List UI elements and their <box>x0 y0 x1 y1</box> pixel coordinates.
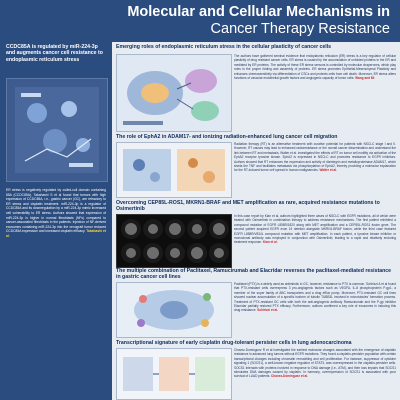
title-line-2: Cancer Therapy Resistance <box>210 21 390 37</box>
section-author: Wang and Mi <box>355 76 375 81</box>
ct-scan-thumbnail <box>165 243 185 263</box>
main-content <box>112 42 400 400</box>
section-title: The multiple combination of Paclitaxel, Ramucirumab and Elacridar reverses the paclitaxel-mediated resistance in gastric cancer cell lines <box>116 268 392 281</box>
cisplatin-diagram <box>117 349 231 399</box>
section-body: In this case report by Kian et al, authors highlighted three cases of NSCLC with EGFR mutations, all of which were treated with Osimertinib in combination therapy to address resistance mechanisms. The first patient exhibited a compound mutation of EGFR L858R/1820 along with MET amplification and a CEP85L-ROS1 fusion gene. The second patient acquired EGFR exon 19 deletion alongside MKRN1-BRAF fusion, while the third case featured EGFR L858R/V834L compound mutation with MET amplification. In each patient, a tyrosine kinase inhibitor or monoclonal antibody was employed in conjunction with Osimertinib, leading to a rapid and relatively enduring treatment response. <box>234 214 396 245</box>
left-figure <box>6 78 108 182</box>
section-title: Emerging roles of endoplasmic reticulum stress in the cellular plasticity of cancer cells <box>116 44 332 50</box>
section-paclitaxel <box>114 268 398 338</box>
section-body: Chavez-Dominguez R et al investigated the earliest molecular changes associated with the emergence of cisplatin resistance in advanced lung tumors without EGFR mutations. They found a cisplatin-persister population with certain transcriptional changes including chromatin remodeling and cell proliferation. For instance, suppressor of cytokine signaling 1 (SOCS1), a well-known negative regulator of STAT3, was overexpressed in the cisplatin-persister cells. SOCS1 interacts with proteins involved in response to DNA damage (i.e., ATM), and their loss impairs that SOCS1 stimulates DNA damages caused by cisplatin. In harmony, overexpression of SOCS1 is associated with poor survival of LUAD patients. <box>234 348 396 379</box>
ct-scan-thumbnail <box>187 243 207 263</box>
ct-scan-thumbnail <box>121 219 141 239</box>
section-title: Transcriptional signature of early cisplatin drug-tolerant persister cells in lung adenocarcinoma <box>116 340 352 346</box>
section-figure <box>116 214 232 268</box>
section-body: Paclitaxel (PTX) is a widely used as antimitotic in GC, however, resistance to PTX is common. Schirizzi A et al found that PTX-resistant cells overexpress 3 pro-angiogenic factors such as VEGFA, IL-8 phosphoprotein P-gp1, a member of the super family of ABC transporters and a drug efflux pump. Moreover, PTX-resistant GC cell lines showed nuclear accumulation of a specific isoform of tubulin TUBB3L involved in microtubules' formation process. Treatment of PTX-resistant GC cells with both the anti-angiogenic antibody Ramucirumab and the P-gp inhibitor Elacridar partially restored PTX efficacy. Furthermore, authors confirmed a key role of exosomes in inducing this drug resistance. <box>234 282 396 313</box>
section-osimertinib <box>114 200 398 266</box>
section-text <box>234 348 396 379</box>
section-er-stress <box>114 44 398 132</box>
section-body: The authors have gathered seminal evidence that endoplasmic reticulum (ER) stress is a key regulator of cellular plasticity of drug resistant cancer cells. ER stress is caused by the accumulation of unfolded proteins in the ER and mediated by ER proteins. The activity of these ER stress sensors is controlled by molecular chaperones, which play roles in the proper folding and assembly of proteins. ER stress promotes Epithelial-Mesenchymal Plasticity and enhances chemosensitivity via differentiation of CSCs and protects cells from cell death. Moreover, ER stress alters functions of vascular endothelial growth factors and angiogenic capacity of tumor cells. <box>234 54 396 81</box>
ct-scan-thumbnail <box>143 243 163 263</box>
left-heading: CCDC85A is regulated by miR-224-3p and augments cancer cell resistance to endoplasmic reticulum stress <box>6 44 103 63</box>
left-column <box>0 42 112 400</box>
er-stress-diagram <box>117 55 231 131</box>
left-author: Takahashi et al. <box>6 229 106 238</box>
ct-scan-thumbnail <box>209 219 229 239</box>
section-body: Radiation therapy (RT) is an alternative treatment with curative potential for patients with NSCLC stage I and II. However, RT causes may lead to enhanced radioresistance or the overall cancer dissemination and understand the link between RT and metastasis, Walter et al. investigated the effects of RT on tumor cell motility via activation of the EphA2 receptor tyrosine kinase. EphA2 is expressed in NSCLC and promotes resistance to EGFR inhibitors. Authors showed that RT enhances the expression and activity of disintegrin and metalloproteinase ADAM17, which sheds the TNF and facilitates metastasis via phosphorylation of EphA2, thereby providing a molecular explanation for the RT-induced tumor cell spread in human malignancies. <box>234 142 396 173</box>
section-author: Chavez-Dominguez et al. <box>271 374 309 379</box>
section-figure <box>116 142 232 198</box>
section-author: Kian et al. <box>262 240 278 245</box>
section-title: The role of EphA2 in ADAM17- and ionizing radiation-enhanced lung cancer cell migration <box>116 134 338 140</box>
section-author: Schirizzi et al. <box>257 308 279 313</box>
section-text <box>234 282 396 313</box>
ct-scan-thumbnail <box>143 219 163 239</box>
section-cisplatin <box>114 340 398 398</box>
section-epha2 <box>114 134 398 198</box>
left-body <box>6 188 106 239</box>
section-text <box>234 54 396 80</box>
section-figure <box>116 348 232 400</box>
ct-scan-thumbnail <box>165 219 185 239</box>
section-figure <box>116 54 232 132</box>
section-author: Walter et al. <box>319 168 337 173</box>
ct-scan-thumbnail <box>187 219 207 239</box>
title-line-1: Molecular and Cellular Mechanisms in <box>127 4 390 20</box>
section-title: Overcoming CEP85L-ROS1, MKRN1-BRAF and MET amplification as rare, acquired resistance mutations to Osimertinib <box>116 200 380 213</box>
paclitaxel-diagram <box>117 283 231 337</box>
epha2-diagram <box>117 143 231 197</box>
ct-scan-thumbnail <box>121 243 141 263</box>
left-body-text: ER stress is negatively regulated by coiled-coil domain containing 85A (CCDC85A). Takahashi S et al found that tumors with high expression of CCDC85A, i.e., gastric cancer (GC), are refractory to ER stress and cisplatin treatment. miR-224-3p is a regulator of CCDC85A and its downregulation by a miR-224-3p mimic increased cell vulnerability to ER stress. Authors showed that expression of miR-224-3p is higher in normal fibroblasts (NFs) compared to cancer-associated fibroblasts in the patients. Injection of NF-derived exosomes containing miR-224-3p into the xenograft tumor reduced CCDC85A expression and increased cisplatin efficacy. <box>6 188 106 234</box>
section-figure <box>116 282 232 338</box>
ct-scan-thumbnail <box>209 243 229 263</box>
section-text <box>234 142 396 173</box>
section-text <box>234 214 396 245</box>
poster-title <box>118 4 396 40</box>
left-figure-drawing <box>7 79 107 181</box>
